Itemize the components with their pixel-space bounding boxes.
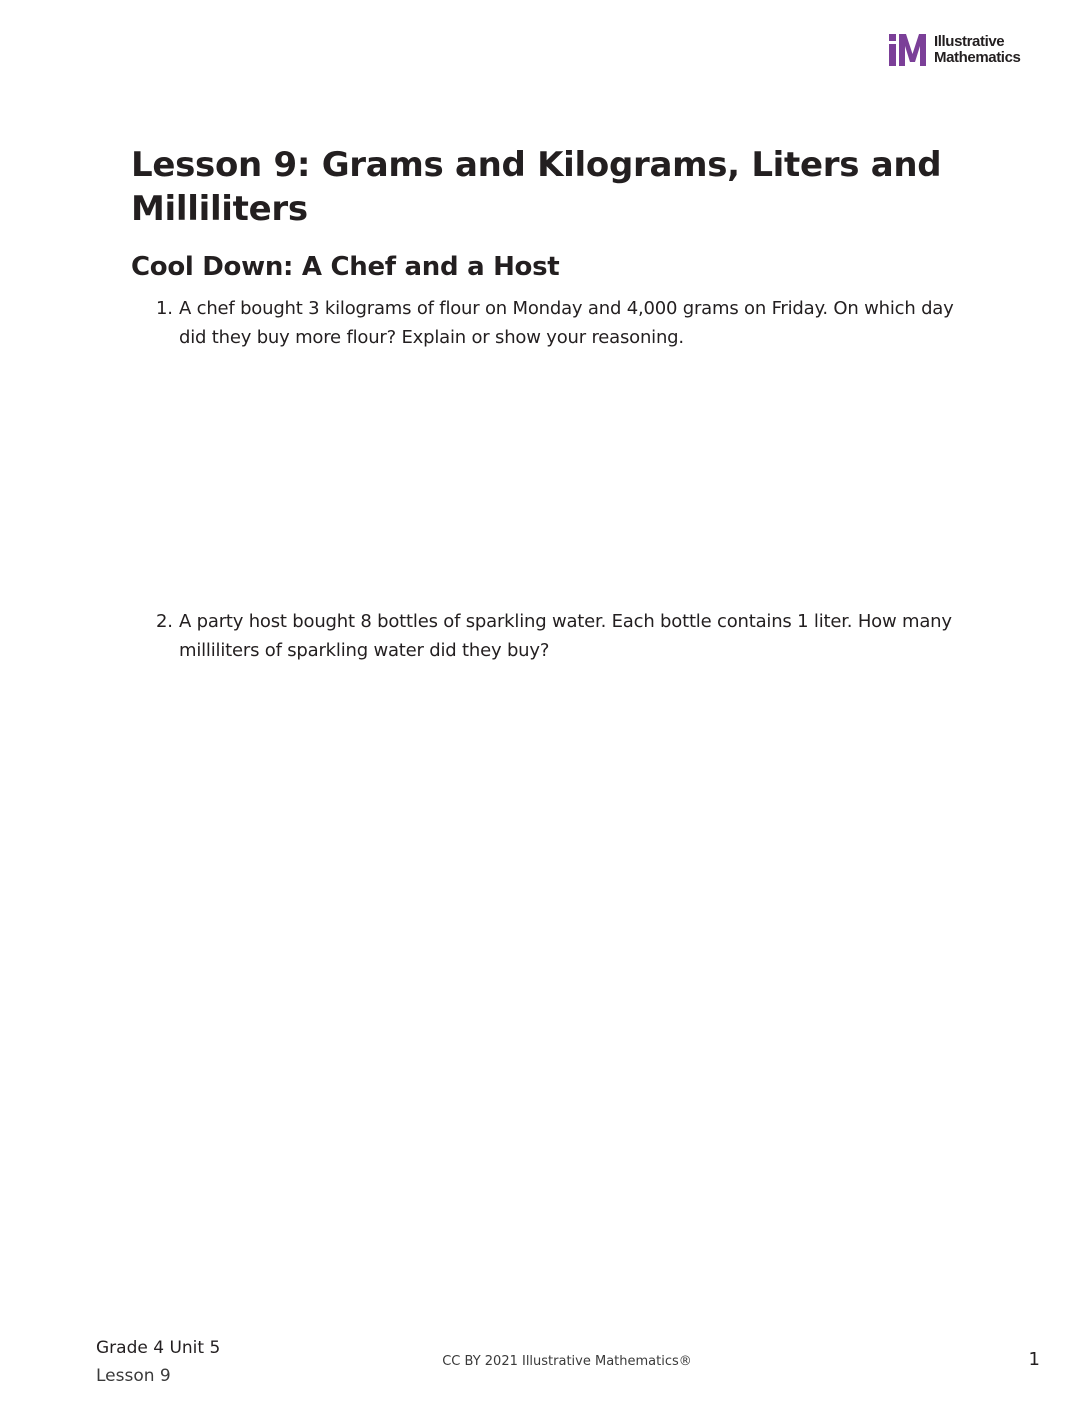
illustrative-mathematics-logo xyxy=(888,30,1048,70)
footer-copyright: CC BY 2021 Illustrative Mathematics® xyxy=(442,1354,692,1369)
logo-text xyxy=(934,34,1020,66)
footer-grade-unit: Grade 4 Unit 5 xyxy=(96,1338,221,1358)
question-number: 1. xyxy=(156,298,173,319)
section-title: Cool Down: A Chef and a Host xyxy=(131,252,560,282)
footer-lesson: Lesson 9 xyxy=(96,1366,171,1386)
logo-text-line2: Mathematics xyxy=(934,49,1021,66)
question-item xyxy=(156,294,986,352)
question-text: A chef bought 3 kilograms of flour on Monday and 4,000 grams on Friday. On which day did they buy more flour? Explain or show your reasoning. xyxy=(179,298,954,348)
question-number: 2. xyxy=(156,611,173,632)
lesson-title: Lesson 9: Grams and Kilograms, Liters and Milliliters xyxy=(131,145,942,229)
im-logo-icon xyxy=(888,32,930,68)
logo-text-line1: Illustrative xyxy=(934,33,1005,50)
question-item xyxy=(156,607,986,665)
page-number: 1 xyxy=(1028,1349,1040,1370)
question-text: A party host bought 8 bottles of sparkling water. Each bottle contains 1 liter. How many milliliters of sparkling water did they buy? xyxy=(179,611,952,661)
